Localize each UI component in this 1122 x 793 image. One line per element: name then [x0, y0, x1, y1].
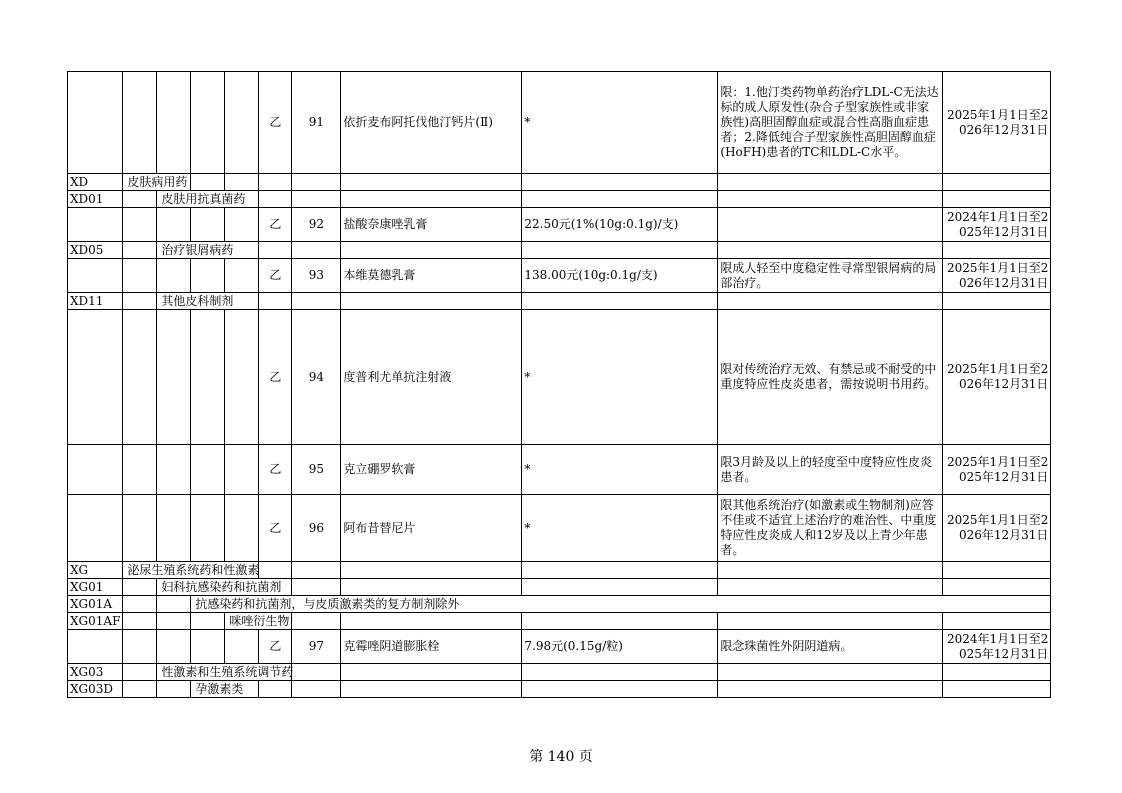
- drug-row: [68, 208, 1051, 242]
- validity-period-cell: 2025年1月1日至2026年12月31日: [943, 259, 1051, 293]
- empty-level-cell: [225, 630, 259, 664]
- drug-number-cell: 91: [292, 72, 341, 174]
- drug-price-cell: *: [522, 310, 718, 445]
- empty-cell: [718, 562, 943, 579]
- category-row: [68, 664, 1051, 681]
- empty-cell: [943, 681, 1051, 698]
- empty-level-cell: [225, 445, 259, 495]
- empty-cell: [341, 613, 522, 630]
- category-row: [68, 242, 1051, 259]
- empty-level-cell: [157, 208, 191, 242]
- drug-price-cell: *: [522, 495, 718, 562]
- empty-level-cell: [157, 242, 234, 259]
- restriction-cell: 限3月龄及以上的轻度至中度特应性皮炎患者。: [718, 445, 943, 495]
- drug-class-cell: 乙: [259, 72, 292, 174]
- category-code-cell: XD01: [68, 191, 123, 208]
- drug-price-cell: 7.98元(0.15g/粒): [522, 630, 718, 664]
- category-row: [68, 579, 1051, 596]
- category-code-cell: XG01: [68, 579, 123, 596]
- empty-cell: [292, 579, 341, 596]
- empty-level-cell: [123, 664, 157, 681]
- category-name-label: 治疗银屑病药: [161, 242, 234, 257]
- category-name-label: 皮肤病用药: [127, 174, 188, 189]
- empty-cell: [259, 562, 292, 579]
- category-name-label: 其他皮科制剂: [161, 293, 234, 308]
- empty-level-cell: [191, 613, 225, 630]
- empty-cell: [522, 562, 718, 579]
- empty-level-cell: [123, 681, 157, 698]
- category-code-cell: XD05: [68, 242, 123, 259]
- empty-cell: [943, 174, 1051, 191]
- empty-level-cell: [157, 596, 191, 613]
- category-row: [68, 681, 1051, 698]
- empty-cell: [292, 242, 341, 259]
- restriction-cell: 限成人轻至中度稳定性寻常型银屑病的局部治疗。: [718, 259, 943, 293]
- validity-period-cell: 2024年1月1日至2025年12月31日: [943, 630, 1051, 664]
- empty-level-cell: [225, 495, 259, 562]
- empty-level-cell: [123, 310, 157, 445]
- empty-cell: [292, 293, 341, 310]
- drug-row: [68, 495, 1051, 562]
- drug-row: [68, 445, 1051, 495]
- drug-name-cell: 依折麦布阿托伐他汀钙片(Ⅱ): [341, 72, 522, 174]
- empty-level-cell: [157, 191, 246, 208]
- empty-level-cell: [191, 681, 244, 698]
- category-code-cell: XG01AF: [68, 613, 123, 630]
- category-row: [68, 596, 1051, 613]
- validity-period-cell: 2025年1月1日至2026年12月31日: [943, 495, 1051, 562]
- drug-row: [68, 310, 1051, 445]
- empty-level-cell: [123, 596, 157, 613]
- empty-cell: [341, 579, 522, 596]
- empty-level-cell: [191, 630, 225, 664]
- empty-level-cell: [68, 445, 123, 495]
- empty-cell: [718, 664, 943, 681]
- empty-cell: [522, 664, 718, 681]
- empty-cell: [522, 174, 718, 191]
- empty-level-cell: [123, 174, 188, 191]
- empty-level-cell: [225, 613, 290, 630]
- empty-cell: [718, 613, 943, 630]
- empty-cell: [522, 613, 718, 630]
- empty-level-cell: [123, 495, 157, 562]
- validity-period-cell: 2025年1月1日至2026年12月31日: [943, 72, 1051, 174]
- empty-cell: [259, 191, 292, 208]
- drug-class-cell: 乙: [259, 445, 292, 495]
- category-code-cell: XG03D: [68, 681, 123, 698]
- empty-cell: [341, 664, 522, 681]
- drug-number-cell: 95: [292, 445, 341, 495]
- drug-row: [68, 259, 1051, 293]
- empty-level-cell: [157, 293, 234, 310]
- empty-level-cell: [157, 445, 191, 495]
- empty-level-cell: [123, 562, 260, 579]
- empty-level-cell: [123, 293, 157, 310]
- validity-period-cell: 2025年1月1日至2025年12月31日: [943, 445, 1051, 495]
- empty-level-cell: [123, 630, 157, 664]
- empty-cell: [341, 191, 522, 208]
- drug-number-cell: 92: [292, 208, 341, 242]
- drug-price-cell: *: [522, 72, 718, 174]
- drug-number-cell: 96: [292, 495, 341, 562]
- empty-level-cell: [191, 208, 225, 242]
- category-name-label: 孕激素类: [195, 681, 244, 696]
- empty-cell: [259, 174, 292, 191]
- empty-cell: [718, 579, 943, 596]
- empty-level-cell: [157, 495, 191, 562]
- empty-cell: [522, 191, 718, 208]
- empty-level-cell: [157, 664, 294, 681]
- empty-cell: [259, 242, 292, 259]
- empty-cell: [718, 191, 943, 208]
- drug-name-cell: 阿布昔替尼片: [341, 495, 522, 562]
- empty-level-cell: [123, 191, 157, 208]
- empty-level-cell: [157, 613, 191, 630]
- category-row: [68, 191, 1051, 208]
- empty-cell: [718, 596, 943, 613]
- empty-cell: [943, 664, 1051, 681]
- drug-number-cell: 93: [292, 259, 341, 293]
- category-name-label: 泌尿生殖系统药和性激素: [127, 562, 260, 577]
- page-number: 第 140 页: [529, 749, 593, 765]
- empty-cell: [292, 681, 341, 698]
- empty-cell: [943, 562, 1051, 579]
- empty-cell: [943, 293, 1051, 310]
- category-code-cell: XD11: [68, 293, 123, 310]
- drug-price-cell: 138.00元(10g:0.1g/支): [522, 259, 718, 293]
- empty-cell: [259, 681, 292, 698]
- empty-level-cell: [68, 208, 123, 242]
- restriction-cell: 限：1.他汀类药物单药治疗LDL-C无法达标的成人原发性(杂合子型家族性或非家族性)高胆固醇血症或混合性高脂血症患者；2.降低纯合子型家族性高胆固醇血症(HoFH)患者的TC和LDL-C水平。: [718, 72, 943, 174]
- empty-level-cell: [157, 681, 191, 698]
- drug-number-cell: 97: [292, 630, 341, 664]
- drug-class-cell: 乙: [259, 208, 292, 242]
- empty-level-cell: [123, 613, 157, 630]
- validity-period-cell: 2025年1月1日至2026年12月31日: [943, 310, 1051, 445]
- empty-level-cell: [225, 208, 259, 242]
- empty-level-cell: [157, 579, 282, 596]
- empty-cell: [943, 242, 1051, 259]
- empty-cell: [718, 174, 943, 191]
- drug-row: [68, 630, 1051, 664]
- drug-class-cell: 乙: [259, 310, 292, 445]
- empty-level-cell: [123, 242, 157, 259]
- restriction-cell: [718, 208, 943, 242]
- empty-cell: [341, 293, 522, 310]
- restriction-cell: 限念珠菌性外阴阴道病。: [718, 630, 943, 664]
- empty-level-cell: [123, 208, 157, 242]
- category-row: [68, 174, 1051, 191]
- empty-level-cell: [123, 259, 157, 293]
- validity-period-cell: 2024年1月1日至2025年12月31日: [943, 208, 1051, 242]
- empty-level-cell: [225, 310, 259, 445]
- empty-level-cell: [191, 495, 225, 562]
- empty-cell: [943, 579, 1051, 596]
- category-name-label: 性激素和生殖系统调节药: [161, 664, 294, 679]
- category-name-label: 抗感染药和抗菌剂，与皮质激素类的复方制剂除外: [195, 596, 460, 611]
- empty-cell: [522, 293, 718, 310]
- category-code-cell: XD: [68, 174, 123, 191]
- drug-name-cell: 盐酸奈康唑乳膏: [341, 208, 522, 242]
- category-code-cell: XG01A: [68, 596, 123, 613]
- empty-cell: [292, 562, 341, 579]
- empty-cell: [259, 293, 292, 310]
- empty-level-cell: [68, 310, 123, 445]
- restriction-cell: 限其他系统治疗(如激素或生物制剂)应答不佳或不适宜上述治疗的难治性、中重度特应性皮炎成人和12岁及以上青少年患者。: [718, 495, 943, 562]
- empty-level-cell: [68, 630, 123, 664]
- empty-cell: [292, 191, 341, 208]
- empty-level-cell: [225, 259, 259, 293]
- drug-number-cell: 94: [292, 310, 341, 445]
- drug-name-cell: 本维莫德乳膏: [341, 259, 522, 293]
- empty-cell: [292, 664, 341, 681]
- drug-name-cell: 克立硼罗软膏: [341, 445, 522, 495]
- category-name-label: 咪唑衍生物: [229, 613, 290, 628]
- empty-cell: [341, 174, 522, 191]
- drug-class-cell: 乙: [259, 259, 292, 293]
- category-code-cell: XG: [68, 562, 123, 579]
- empty-level-cell: [157, 72, 191, 174]
- drug-name-cell: 克霉唑阴道膨胀栓: [341, 630, 522, 664]
- empty-level-cell: [123, 579, 157, 596]
- empty-cell: [522, 579, 718, 596]
- empty-cell: [943, 596, 1051, 613]
- empty-cell: [718, 681, 943, 698]
- empty-cell: [341, 562, 522, 579]
- empty-cell: [522, 596, 718, 613]
- empty-level-cell: [68, 495, 123, 562]
- empty-cell: [943, 613, 1051, 630]
- empty-level-cell: [191, 445, 225, 495]
- empty-level-cell: [157, 630, 191, 664]
- category-row: [68, 613, 1051, 630]
- empty-cell: [341, 242, 522, 259]
- drug-catalog-table: [67, 71, 1051, 698]
- empty-cell: [522, 681, 718, 698]
- empty-level-cell: [157, 310, 191, 445]
- empty-level-cell: [191, 596, 460, 613]
- drug-name-cell: 度普利尤单抗注射液: [341, 310, 522, 445]
- empty-cell: [943, 191, 1051, 208]
- empty-cell: [522, 242, 718, 259]
- drug-class-cell: 乙: [259, 495, 292, 562]
- empty-level-cell: [123, 445, 157, 495]
- drug-class-cell: 乙: [259, 630, 292, 664]
- category-row: [68, 562, 1051, 579]
- empty-level-cell: [123, 72, 157, 174]
- empty-cell: [718, 242, 943, 259]
- empty-level-cell: [191, 310, 225, 445]
- category-name-label: 妇科抗感染药和抗菌剂: [161, 579, 282, 594]
- empty-level-cell: [191, 72, 225, 174]
- empty-cell: [341, 681, 522, 698]
- drug-price-cell: *: [522, 445, 718, 495]
- empty-level-cell: [191, 259, 225, 293]
- empty-cell: [292, 174, 341, 191]
- restriction-cell: 限对传统治疗无效、有禁忌或不耐受的中重度特应性皮炎患者，需按说明书用药。: [718, 310, 943, 445]
- category-row: [68, 293, 1051, 310]
- empty-level-cell: [157, 259, 191, 293]
- empty-cell: [718, 293, 943, 310]
- empty-level-cell: [225, 72, 259, 174]
- category-code-cell: XG03: [68, 664, 123, 681]
- empty-level-cell: [68, 259, 123, 293]
- empty-level-cell: [68, 72, 123, 174]
- empty-level-cell: [191, 174, 225, 191]
- empty-cell: [292, 613, 341, 630]
- empty-level-cell: [225, 174, 259, 191]
- drug-row: [68, 72, 1051, 174]
- category-name-label: 皮肤用抗真菌药: [161, 191, 246, 206]
- drug-price-cell: 22.50元(1%(10g:0.1g)/支): [522, 208, 718, 242]
